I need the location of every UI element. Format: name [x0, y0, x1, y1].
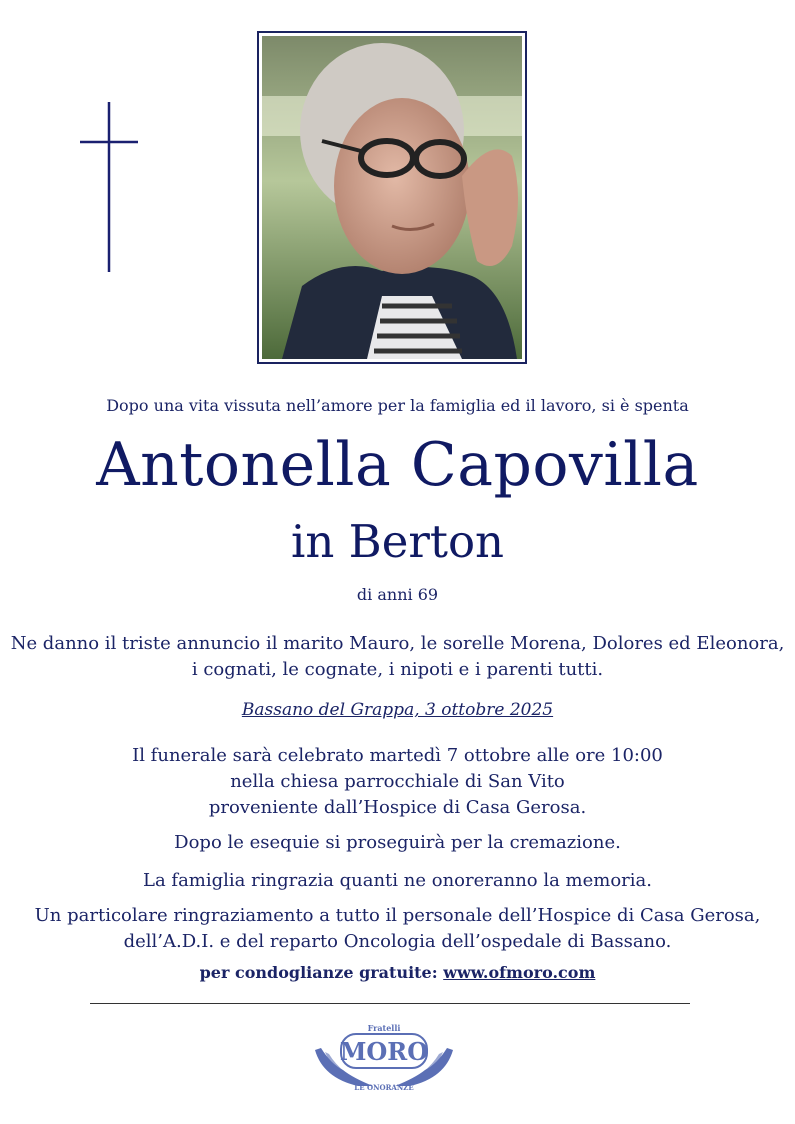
funeral-line: Il funerale sarà celebrato martedì 7 ottobre alle ore 10:00: [132, 745, 663, 766]
special-thanks: [0, 903, 795, 955]
announcement-line: Ne danno il triste annuncio il marito Mauro, le sorelle Morena, Dolores ed Eleonora,: [10, 633, 785, 654]
announcement: [0, 631, 795, 683]
logo-top-text: Fratelli: [367, 1023, 401, 1033]
married-name: in Berton: [290, 515, 505, 568]
portrait-frame: [257, 31, 527, 364]
condolences-line: [0, 963, 795, 982]
funeral-info: [0, 743, 795, 821]
logo-main-text: MORO: [339, 1037, 429, 1066]
age-text: di anni 69: [356, 585, 439, 604]
condolences-label: per condoglianze gratuite:: [199, 963, 438, 982]
funeral-line: nella chiesa parrocchiale di San Vito: [230, 771, 565, 792]
portrait-photo: [262, 36, 522, 359]
condolences-link[interactable]: www.ofmoro.com: [443, 963, 596, 982]
fratelli-moro-logo: [313, 1020, 455, 1098]
special-thanks-line: Un particolare ringraziamento a tutto il personale dell’Hospice di Casa Gerosa,: [34, 905, 761, 926]
intro-text: Dopo una vita vissuta nell’amore per la famiglia ed il lavoro, si è spenta: [106, 396, 689, 415]
cross-icon: [80, 102, 138, 272]
place-date: Bassano del Grappa, 3 ottobre 2025: [241, 700, 554, 720]
funeral-line: proveniente dall’Hospice di Casa Gerosa.: [208, 797, 587, 818]
special-thanks-line: dell’A.D.I. e del reparto Oncologia dell’ospedale di Bassano.: [123, 931, 672, 952]
cremation-note: Dopo le esequie si proseguirà per la cremazione.: [174, 832, 621, 853]
deceased-name: Antonella Capovilla: [96, 430, 699, 500]
logo-bottom-text: LE ONORANZE: [354, 1083, 414, 1092]
divider: [90, 1003, 690, 1004]
announcement-line: i cognati, le cognate, i nipoti e i parenti tutti.: [191, 659, 604, 680]
family-thanks: La famiglia ringrazia quanti ne onoreranno la memoria.: [143, 870, 652, 891]
